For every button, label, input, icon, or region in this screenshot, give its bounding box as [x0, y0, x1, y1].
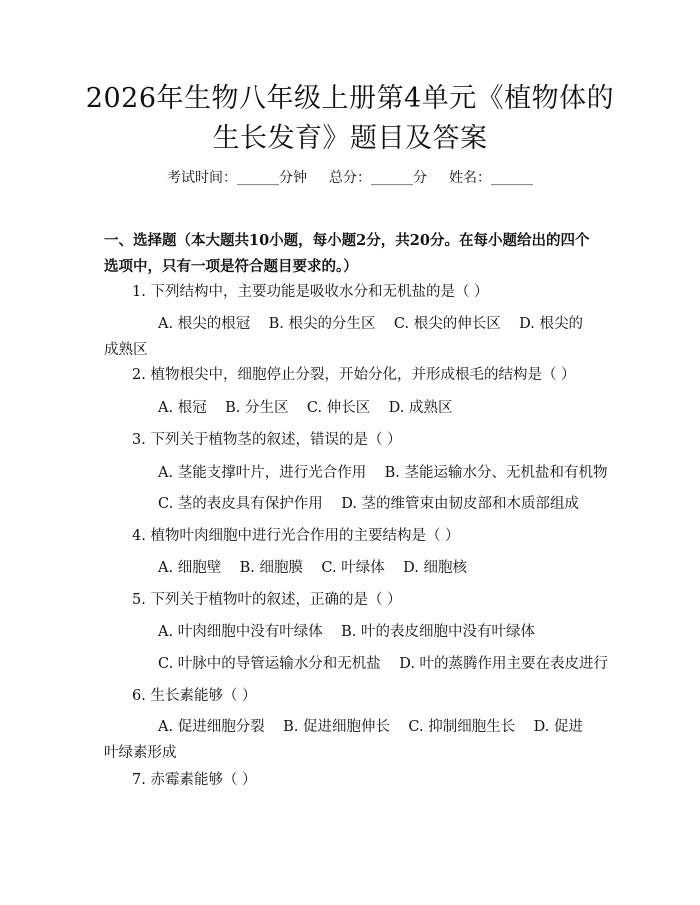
question-4-options: A. 细胞壁 B. 细胞膜 C. 叶绿体 D. 细胞核	[158, 560, 467, 576]
question-5-options-2: C. 叶脉中的导管运输水分和无机盐 D. 叶的蒸腾作用主要在表皮进行	[158, 656, 609, 672]
question-2-options: A. 根冠 B. 分生区 C. 伸长区 D. 成熟区	[158, 400, 453, 416]
section-heading: 一、选择题（本大题共10小题，每小题2分，共20分。在每小题给出的四个选项中，只有一项是符合题目要求的。）	[104, 232, 590, 275]
document-title-line-1: 2026年生物八年级上册第4单元《植物体的	[85, 83, 615, 114]
question-7: 7. 赤霉素能够（ ）	[132, 772, 257, 788]
document-title-line-2: 生长发育》题目及答案	[212, 123, 488, 154]
question-1-options: A. 根尖的根冠 B. 根尖的分生区 C. 根尖的伸长区 D. 根尖的成熟区	[104, 316, 583, 358]
question-4: 4. 植物叶肉细胞中进行光合作用的主要结构是（ ）	[132, 528, 460, 544]
exam-time: 考试时间：______分钟	[167, 170, 307, 186]
question-5: 5. 下列关于植物叶的叙述，正确的是（ ）	[132, 592, 402, 608]
question-3: 3. 下列关于植物茎的叙述，错误的是（ ）	[132, 432, 402, 448]
exam-name: 姓名：______	[449, 170, 533, 186]
question-6-options: A. 促进细胞分裂 B. 促进细胞伸长 C. 抑制细胞生长 D. 促进叶绿素形成	[104, 719, 583, 761]
question-5-options-1: A. 叶肉细胞中没有叶绿体 B. 叶的表皮细胞中没有叶绿体	[158, 624, 535, 640]
exam-score: 总分：______分	[329, 170, 427, 186]
question-2: 2. 植物根尖中，细胞停止分裂，开始分化，并形成根毛的结构是（ ）	[132, 367, 576, 383]
question-1: 1. 下列结构中，主要功能是吸收水分和无机盐的是（ ）	[132, 284, 489, 300]
exam-meta	[0, 168, 700, 188]
question-3-options-1: A. 茎能支撑叶片，进行光合作用 B. 茎能运输水分、无机盐和有机物	[158, 465, 608, 481]
question-3-options-2: C. 茎的表皮具有保护作用 D. 茎的维管束由韧皮部和木质部组成	[158, 496, 580, 512]
question-6: 6. 生长素能够（ ）	[132, 688, 257, 704]
